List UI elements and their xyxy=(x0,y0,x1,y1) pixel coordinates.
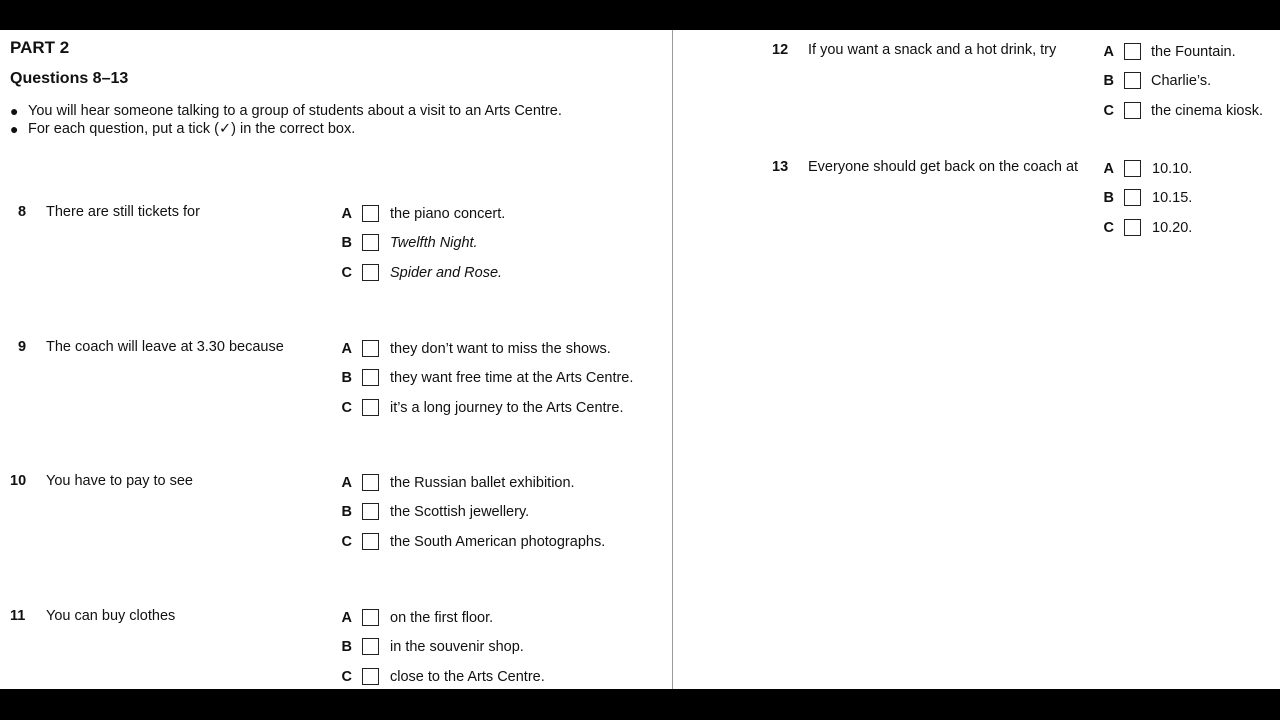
option-text: they want free time at the Arts Centre. xyxy=(390,370,634,387)
answer-checkbox[interactable] xyxy=(1124,160,1141,177)
answer-checkbox[interactable] xyxy=(362,340,379,357)
option-text: on the first floor. xyxy=(390,610,494,626)
answer-checkbox[interactable] xyxy=(362,668,379,685)
option-letter: C xyxy=(341,399,352,416)
question-number: 11 xyxy=(10,608,26,624)
answer-checkbox[interactable] xyxy=(362,533,379,550)
option-text: Spider and Rose. xyxy=(390,264,503,281)
instruction-text: You will hear someone talking to a group of students about a visit to an Arts Centre. xyxy=(28,103,562,119)
option-text: 10.10. xyxy=(1152,161,1193,177)
answer-checkbox[interactable] xyxy=(1124,189,1141,206)
option-letter: C xyxy=(341,533,352,550)
question-stem: If you want a snack and a hot drink, try xyxy=(808,42,1057,58)
option-text: 10.15. xyxy=(1152,190,1193,207)
option-letter: B xyxy=(341,370,352,387)
option-letter: C xyxy=(1103,102,1114,119)
question-number: 12 xyxy=(772,42,789,58)
option-text: the cinema kiosk. xyxy=(1151,102,1264,119)
option-text: the Russian ballet exhibition. xyxy=(390,475,575,491)
instruction-item xyxy=(10,120,562,138)
option-letter: A xyxy=(341,610,352,626)
part-title: PART 2 xyxy=(10,38,70,57)
question-number: 13 xyxy=(772,159,789,175)
option-text: they don’t want to miss the shows. xyxy=(390,341,611,357)
answer-checkbox[interactable] xyxy=(362,474,379,491)
instructions-list xyxy=(10,102,562,138)
option-letter: B xyxy=(341,504,352,521)
option-letter: A xyxy=(341,475,352,491)
option-text: in the souvenir shop. xyxy=(390,639,524,656)
option-text: the piano concert. xyxy=(390,206,506,222)
question-stem: You have to pay to see xyxy=(46,473,193,489)
option-text: Charlie’s. xyxy=(1151,73,1212,90)
option-letter: C xyxy=(1103,219,1114,236)
option-text: close to the Arts Centre. xyxy=(390,668,545,685)
answer-checkbox[interactable] xyxy=(1124,219,1141,236)
answer-checkbox[interactable] xyxy=(362,234,379,251)
option-text: the Scottish jewellery. xyxy=(390,504,530,521)
question-number: 8 xyxy=(18,204,27,220)
bullet-icon: ● xyxy=(10,103,19,119)
question-stem: You can buy clothes xyxy=(46,608,176,624)
option-text: Twelfth Night. xyxy=(390,235,478,252)
question-stem: Everyone should get back on the coach at xyxy=(808,159,1079,175)
answer-checkbox[interactable] xyxy=(362,503,379,520)
option-letter: A xyxy=(341,341,352,357)
answer-checkbox[interactable] xyxy=(362,399,379,416)
option-letter: C xyxy=(341,668,352,685)
option-letter: A xyxy=(341,206,352,222)
answer-checkbox[interactable] xyxy=(362,264,379,281)
column-divider xyxy=(672,30,673,689)
answer-checkbox[interactable] xyxy=(362,369,379,386)
answer-checkbox[interactable] xyxy=(362,205,379,222)
answer-checkbox[interactable] xyxy=(362,609,379,626)
option-letter: A xyxy=(1103,161,1114,177)
exam-page xyxy=(0,30,1280,689)
option-text: the Fountain. xyxy=(1151,44,1236,60)
answer-checkbox[interactable] xyxy=(1124,102,1141,119)
option-letter: A xyxy=(1103,44,1114,60)
bullet-icon: ● xyxy=(10,121,19,137)
question-number: 9 xyxy=(18,339,27,355)
instruction-text: For each question, put a tick (✓) in the correct box. xyxy=(28,121,356,137)
question-stem: The coach will leave at 3.30 because xyxy=(46,339,284,355)
option-text: the South American photographs. xyxy=(390,533,606,550)
instruction-item xyxy=(10,102,562,120)
question-stem: There are still tickets for xyxy=(46,204,200,220)
question-number: 10 xyxy=(10,473,27,489)
answer-checkbox[interactable] xyxy=(362,638,379,655)
answer-checkbox[interactable] xyxy=(1124,72,1141,89)
option-letter: B xyxy=(1103,190,1114,207)
option-letter: B xyxy=(1103,73,1114,90)
option-text: 10.20. xyxy=(1152,219,1193,236)
questions-range: Questions 8–13 xyxy=(10,70,129,87)
option-letter: B xyxy=(341,639,352,656)
answer-checkbox[interactable] xyxy=(1124,43,1141,60)
option-letter: C xyxy=(341,264,352,281)
option-text: it’s a long journey to the Arts Centre. xyxy=(390,399,624,416)
option-letter: B xyxy=(341,235,352,252)
